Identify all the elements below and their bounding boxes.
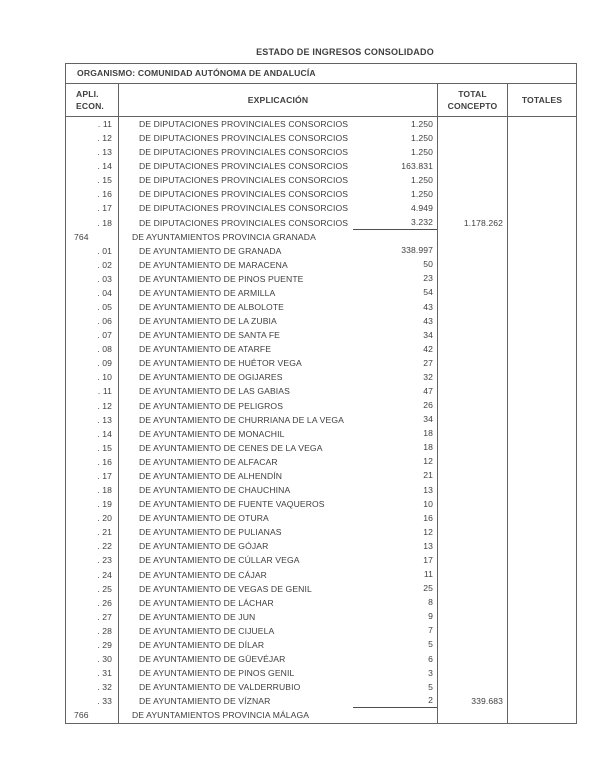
table-row (66, 638, 576, 652)
row-code: . 16 (97, 189, 112, 200)
row-amount: 7 (428, 625, 433, 636)
row-label: DE AYUNTAMIENTO DE CIJUELA (139, 625, 275, 636)
table-body (66, 117, 576, 723)
row-code: 764 (74, 231, 89, 242)
table-row (66, 652, 576, 666)
table-row (66, 384, 576, 398)
row-label: DE AYUNTAMIENTO DE GÓJAR (139, 541, 269, 552)
apli-label-line2: ECON. (76, 101, 104, 111)
explicacion-cell (119, 469, 438, 483)
row-amount: 25 (423, 583, 433, 594)
apli-econ-cell (66, 328, 119, 342)
row-code: . 26 (97, 597, 112, 608)
table-row (66, 370, 576, 384)
row-amount: 18 (423, 428, 433, 439)
table-row (66, 159, 576, 173)
row-code: . 11 (97, 386, 112, 397)
column-divider-apli (118, 117, 119, 723)
table-row (66, 469, 576, 483)
row-amount: 2 (353, 694, 438, 708)
explicacion-cell (119, 610, 438, 624)
column-header-explicacion (119, 84, 438, 116)
row-label: DE AYUNTAMIENTO DE ALBOLOTE (139, 302, 285, 313)
table-row (66, 399, 576, 413)
apli-econ-cell (66, 413, 119, 427)
row-amount: 43 (423, 315, 433, 326)
column-divider-explicacion (437, 117, 438, 723)
row-code: . 14 (97, 428, 112, 439)
apli-econ-cell (66, 441, 119, 455)
row-code: . 13 (97, 147, 112, 158)
table-row (66, 131, 576, 145)
row-code: . 23 (97, 555, 112, 566)
row-amount: 21 (423, 470, 433, 481)
total-concepto-cell: 339.683 (471, 696, 503, 707)
row-amount: 1.250 (410, 118, 433, 129)
row-code: . 07 (97, 330, 112, 341)
apli-econ-cell (66, 230, 119, 244)
apli-econ-cell (66, 553, 119, 567)
row-amount: 5 (428, 639, 433, 650)
table-row (66, 328, 576, 342)
apli-econ-cell (66, 216, 119, 230)
table-row (66, 624, 576, 638)
row-code: . 09 (97, 358, 112, 369)
row-code: . 08 (97, 344, 112, 355)
page-title: ESTADO DE INGRESOS CONSOLIDADO (256, 47, 434, 57)
row-code: . 02 (97, 259, 112, 270)
row-code: . 17 (97, 470, 112, 481)
explicacion-cell (119, 370, 438, 384)
table-row (66, 666, 576, 680)
row-label: DE AYUNTAMIENTO DE ALHENDÍN (139, 470, 283, 481)
row-amount: 3.232 (353, 216, 438, 230)
total-label-line1: TOTAL (458, 89, 487, 99)
row-amount: 13 (423, 540, 433, 551)
row-code: . 22 (97, 541, 112, 552)
row-label: DE AYUNTAMIENTO DE DÍLAR (139, 639, 265, 650)
table-row (66, 441, 576, 455)
table-row (66, 568, 576, 582)
table-row (66, 413, 576, 427)
row-code: . 29 (97, 639, 112, 650)
explicacion-cell (119, 539, 438, 553)
row-amount: 43 (423, 301, 433, 312)
row-label: DE AYUNTAMIENTO DE GÜEVÉJAR (139, 653, 286, 664)
explicacion-cell (119, 230, 438, 244)
explicacion-cell (119, 553, 438, 567)
row-code: . 31 (97, 668, 112, 679)
row-label: DE AYUNTAMIENTO DE VÍZNAR (139, 696, 271, 707)
row-amount: 34 (423, 414, 433, 425)
row-code: . 17 (97, 203, 112, 214)
totales-label: TOTALES (521, 95, 563, 105)
apli-econ-cell (66, 187, 119, 201)
column-header-row (66, 84, 576, 117)
apli-econ-cell (66, 300, 119, 314)
row-code: . 14 (97, 161, 112, 172)
explicacion-cell (119, 187, 438, 201)
explicacion-cell (119, 680, 438, 694)
table-row (66, 511, 576, 525)
explicacion-cell (119, 173, 438, 187)
table-row (66, 427, 576, 441)
explicacion-cell (119, 666, 438, 680)
apli-econ-cell (66, 356, 119, 370)
explicacion-cell (119, 399, 438, 413)
table-row (66, 342, 576, 356)
row-amount: 6 (428, 653, 433, 664)
row-amount: 18 (423, 442, 433, 453)
row-label: DE AYUNTAMIENTO DE PINOS GENIL (139, 668, 295, 679)
explicacion-cell (119, 314, 438, 328)
row-amount: 338.997 (401, 245, 433, 256)
row-amount: 17 (423, 554, 433, 565)
table-row (66, 244, 576, 258)
explicacion-cell (119, 286, 438, 300)
table-row (66, 356, 576, 370)
row-code: . 32 (97, 682, 112, 693)
table-row (66, 553, 576, 567)
row-code: . 15 (97, 442, 112, 453)
column-header-total-concepto (438, 84, 508, 116)
row-code: . 12 (97, 133, 112, 144)
row-label: DE AYUNTAMIENTO DE GRANADA (139, 245, 282, 256)
row-label: DE AYUNTAMIENTO DE HUÉTOR VEGA (139, 358, 302, 369)
apli-label-line1: APLI. (76, 89, 99, 99)
table-row (66, 708, 576, 722)
apli-econ-cell (66, 342, 119, 356)
row-label: DE AYUNTAMIENTO DE OGIJARES (139, 372, 283, 383)
explicacion-cell (119, 244, 438, 258)
apli-econ-cell (66, 638, 119, 652)
row-code: . 30 (97, 653, 112, 664)
income-statement-table (65, 63, 577, 724)
apli-econ-cell (66, 370, 119, 384)
explicacion-cell (119, 455, 438, 469)
row-code: . 21 (97, 527, 112, 538)
row-amount: 42 (423, 343, 433, 354)
explicacion-cell (119, 511, 438, 525)
explicacion-cell (119, 356, 438, 370)
row-code: . 03 (97, 273, 112, 284)
row-label: DE AYUNTAMIENTO DE CHAUCHINA (139, 485, 291, 496)
row-label: DE AYUNTAMIENTO DE CÚLLAR VEGA (139, 555, 300, 566)
apli-econ-cell (66, 539, 119, 553)
explicacion-cell (119, 497, 438, 511)
row-label: DE DIPUTACIONES PROVINCIALES CONSORCIOS (139, 147, 349, 158)
explicacion-cell (119, 525, 438, 539)
explicacion-cell (119, 483, 438, 497)
explicacion-cell (119, 568, 438, 582)
row-label: DE DIPUTACIONES PROVINCIALES CONSORCIOS (139, 133, 349, 144)
row-code: . 04 (97, 287, 112, 298)
row-label: DE AYUNTAMIENTO DE VEGAS DE GENIL (139, 583, 312, 594)
row-label: DE AYUNTAMIENTOS PROVINCIA MÁLAGA (132, 710, 310, 721)
table-row (66, 272, 576, 286)
row-label: DE AYUNTAMIENTO DE PULIANAS (139, 527, 282, 538)
apli-econ-cell (66, 201, 119, 215)
explicacion-cell (119, 384, 438, 398)
total-label-line2: CONCEPTO (447, 101, 498, 111)
explicacion-cell (119, 596, 438, 610)
apli-econ-cell (66, 173, 119, 187)
explicacion-cell (119, 427, 438, 441)
explicacion-cell (119, 638, 438, 652)
row-amount: 1.250 (410, 146, 433, 157)
total-concepto-cell: 1.178.262 (463, 217, 503, 228)
table-row (66, 582, 576, 596)
explicacion-cell (119, 413, 438, 427)
row-amount: 163.831 (401, 160, 433, 171)
explicacion-cell (119, 708, 438, 722)
table-row (66, 145, 576, 159)
table-row (66, 525, 576, 539)
row-amount: 9 (428, 611, 433, 622)
column-header-totales (508, 84, 576, 116)
row-code: . 01 (97, 245, 112, 256)
row-label: DE AYUNTAMIENTO DE JUN (139, 611, 256, 622)
row-amount: 23 (423, 273, 433, 284)
explicacion-cell (119, 145, 438, 159)
apli-econ-cell (66, 131, 119, 145)
row-code: . 06 (97, 316, 112, 327)
row-code: . 25 (97, 583, 112, 594)
table-row (66, 216, 576, 230)
explicacion-label: EXPLICACIÓN (247, 95, 309, 105)
explicacion-cell (119, 258, 438, 272)
apli-econ-cell (66, 666, 119, 680)
row-code: . 13 (97, 414, 112, 425)
explicacion-cell (119, 216, 438, 230)
table-row (66, 201, 576, 215)
row-code: . 24 (97, 569, 112, 580)
row-label: DE AYUNTAMIENTO DE OTURA (139, 513, 269, 524)
row-code: . 15 (97, 175, 112, 186)
table-row (66, 258, 576, 272)
row-code: . 11 (97, 119, 112, 129)
apli-econ-cell (66, 525, 119, 539)
row-amount: 34 (423, 329, 433, 340)
apli-econ-cell (66, 455, 119, 469)
row-label: DE DIPUTACIONES PROVINCIALES CONSORCIOS (139, 161, 349, 172)
column-header-apli-econ (66, 84, 119, 116)
apli-econ-cell (66, 652, 119, 666)
row-label: DE AYUNTAMIENTO DE VALDERRUBIO (139, 682, 301, 693)
table-row (66, 117, 576, 131)
row-amount: 4.949 (410, 203, 433, 213)
apli-econ-cell (66, 384, 119, 398)
apli-econ-cell (66, 145, 119, 159)
row-label: DE AYUNTAMIENTO DE ARMILLA (139, 287, 276, 298)
row-label: DE AYUNTAMIENTO DE FUENTE VAQUEROS (139, 499, 325, 510)
explicacion-cell (119, 328, 438, 342)
row-amount: 1.250 (410, 188, 433, 199)
row-label: DE AYUNTAMIENTO DE ATARFE (139, 344, 272, 355)
apli-econ-cell (66, 582, 119, 596)
apli-econ-cell (66, 483, 119, 497)
row-label: DE AYUNTAMIENTO DE MONACHIL (139, 428, 285, 439)
row-code: . 33 (97, 696, 112, 707)
row-label: DE DIPUTACIONES PROVINCIALES CONSORCIOS (139, 175, 349, 186)
row-amount: 12 (423, 526, 433, 537)
apli-econ-cell (66, 497, 119, 511)
row-label: DE AYUNTAMIENTO DE PINOS PUENTE (139, 273, 304, 284)
row-label: DE AYUNTAMIENTO DE CHURRIANA DE LA VEGA (139, 414, 344, 425)
row-amount: 3 (428, 667, 433, 678)
apli-econ-cell (66, 286, 119, 300)
table-row (66, 230, 576, 244)
table-row (66, 455, 576, 469)
apli-econ-cell (66, 258, 119, 272)
explicacion-cell (119, 117, 438, 131)
row-amount: 32 (423, 371, 433, 382)
table-row (66, 694, 576, 708)
column-divider-total-concepto (507, 117, 508, 723)
table-row (66, 610, 576, 624)
explicacion-cell (119, 652, 438, 666)
table-row (66, 497, 576, 511)
row-label: DE DIPUTACIONES PROVINCIALES CONSORCIOS (139, 217, 349, 228)
row-code: . 18 (97, 217, 112, 228)
row-amount: 47 (423, 386, 433, 397)
row-label: DE AYUNTAMIENTO DE PELIGROS (139, 400, 284, 411)
apli-econ-cell (66, 511, 119, 525)
row-amount: 1.250 (410, 132, 433, 143)
row-amount: 1.250 (410, 174, 433, 185)
row-label: DE DIPUTACIONES PROVINCIALES CONSORCIOS (139, 189, 349, 200)
row-amount: 26 (423, 400, 433, 411)
apli-econ-cell (66, 596, 119, 610)
row-label: DE AYUNTAMIENTO DE CENES DE LA VEGA (139, 442, 323, 453)
explicacion-cell (119, 272, 438, 286)
table-row (66, 596, 576, 610)
row-amount: 12 (423, 456, 433, 467)
explicacion-cell (119, 441, 438, 455)
table-row (66, 539, 576, 553)
row-label: DE AYUNTAMIENTO DE MARACENA (139, 259, 288, 270)
apli-econ-cell (66, 314, 119, 328)
table-row (66, 483, 576, 497)
row-code: . 18 (97, 485, 112, 496)
table-row (66, 314, 576, 328)
row-label: DE AYUNTAMIENTO DE SANTA FE (139, 330, 281, 341)
row-code: . 20 (97, 513, 112, 524)
row-amount: 54 (423, 287, 433, 298)
table-row (66, 680, 576, 694)
row-label: DE DIPUTACIONES PROVINCIALES CONSORCIOS (139, 119, 349, 129)
table-row (66, 173, 576, 187)
apli-econ-cell (66, 159, 119, 173)
table-row (66, 187, 576, 201)
row-label: DE AYUNTAMIENTO DE ALFACAR (139, 456, 278, 467)
row-code: . 16 (97, 456, 112, 467)
apli-econ-cell (66, 680, 119, 694)
apli-econ-cell (66, 117, 119, 131)
row-amount: 8 (428, 597, 433, 608)
explicacion-cell (119, 342, 438, 356)
row-amount: 11 (423, 569, 433, 580)
explicacion-cell (119, 300, 438, 314)
row-amount: 27 (423, 357, 433, 368)
row-code: . 12 (97, 400, 112, 411)
apli-econ-cell (66, 624, 119, 638)
table-row (66, 300, 576, 314)
row-label: DE AYUNTAMIENTOS PROVINCIA GRANADA (132, 231, 316, 242)
apli-econ-cell (66, 469, 119, 483)
apli-econ-cell (66, 568, 119, 582)
row-amount: 13 (423, 484, 433, 495)
apli-econ-cell (66, 399, 119, 413)
organismo-header: ORGANISMO: COMUNIDAD AUTÓNOMA DE ANDALUCÍA (66, 64, 576, 84)
row-amount: 5 (428, 681, 433, 692)
explicacion-cell (119, 159, 438, 173)
row-code: . 27 (97, 611, 112, 622)
row-label: DE AYUNTAMIENTO DE LAS GABIAS (139, 386, 290, 397)
apli-econ-cell (66, 610, 119, 624)
row-amount: 16 (423, 512, 433, 523)
apli-econ-cell (66, 272, 119, 286)
row-label: DE AYUNTAMIENTO DE CÁJAR (139, 569, 267, 580)
row-amount: 10 (423, 498, 433, 509)
explicacion-cell (119, 582, 438, 596)
row-amount: 50 (423, 259, 433, 270)
table-row (66, 286, 576, 300)
explicacion-cell (119, 624, 438, 638)
row-label: DE AYUNTAMIENTO DE LÁCHAR (139, 597, 274, 608)
row-code: . 19 (97, 499, 112, 510)
row-code: . 28 (97, 625, 112, 636)
row-code: 766 (74, 710, 89, 721)
row-code: . 05 (97, 302, 112, 313)
apli-econ-cell (66, 708, 119, 722)
explicacion-cell (119, 201, 438, 215)
apli-econ-cell (66, 694, 119, 708)
row-label: DE AYUNTAMIENTO DE LA ZUBIA (139, 316, 277, 327)
row-code: . 10 (97, 372, 112, 383)
apli-econ-cell (66, 244, 119, 258)
explicacion-cell (119, 694, 438, 708)
explicacion-cell (119, 131, 438, 145)
apli-econ-cell (66, 427, 119, 441)
row-label: DE DIPUTACIONES PROVINCIALES CONSORCIOS (139, 203, 349, 214)
